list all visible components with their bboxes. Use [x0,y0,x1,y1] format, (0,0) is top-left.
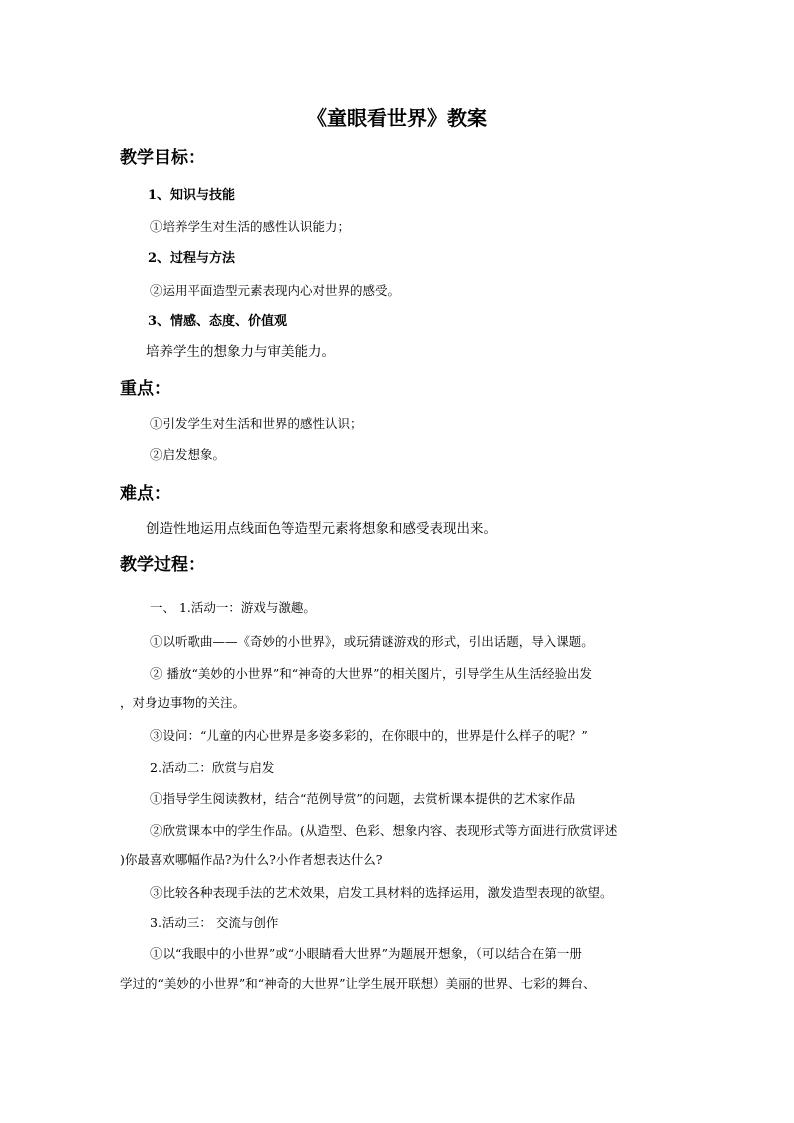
section-heading-key: 重点： [120,379,171,399]
activity-1-item-3: ③设问：“儿童的内心世界是多姿多彩的，在你眼中的，世界是什么样子的呢？” [150,728,588,743]
activity-1-item-2-line-2: ，对身边事物的关注。 [120,695,246,710]
activity-3-item-1-line-2: 学过的“美妙的小世界”和“神奇的大世界”让学生展开联想）美丽的世界、七彩的舞台、 [120,976,596,991]
activity-2-item-2-line-2: )你最喜欢哪幅作品?为什么?小作者想表达什么? [120,852,383,867]
activity-2-item-2-line-1: ②欣赏课本中的学生作品。(从造型、色彩、想象内容、表现形式等方面进行欣赏评述 [150,823,618,838]
subheading-knowledge: 1、知识与技能 [148,188,236,203]
activity-2-title: 2.活动二：欣赏与启发 [150,760,275,775]
goal-method-text: ②运用平面造型元素表现内心对世界的感受。 [150,283,401,298]
activity-1-item-2-line-1: ② 播放“美妙的小世界”和“神奇的大世界”的相关图片，引导学生从生活经验出发 [150,666,593,681]
section-heading-process: 教学过程： [120,555,205,575]
activity-1-title: 一、 1.活动一：游戏与激趣。 [150,600,316,615]
goal-emotion-text: 培养学生的想象力与审美能力。 [146,344,335,360]
activity-2-item-3: ③比较各种表现手法的艺术效果，启发工具材料的选择运用，激发造型表现的欲望。 [150,885,613,900]
section-heading-goals: 教学目标： [120,148,205,168]
activity-3-title: 3.活动三： 交流与创作 [150,915,279,930]
goal-knowledge-text: ①培养学生对生活的感性认识能力； [150,219,351,234]
section-heading-difficulty: 难点： [120,484,171,504]
activity-2-item-1: ①指导学生阅读教材，结合“范例导赏”的问题，去赏析课本提供的艺术家作品 [150,791,576,806]
difficulty-text: 创造性地运用点线面色等造型元素将想象和感受表现出来。 [146,521,497,537]
activity-1-item-1: ①以听歌曲——《奇妙的小世界》，或玩猜谜游戏的形式，引出话题，导入课题。 [150,634,594,649]
subheading-emotion: 3、情感、态度、价值观 [148,314,288,329]
subheading-method: 2、过程与方法 [148,251,236,266]
key-item-2: ②启发想象。 [150,447,226,462]
key-item-1: ①引发学生对生活和世界的感性认识； [150,416,363,431]
page-title: 《童眼看世界》教案 [307,106,487,130]
activity-3-item-1-line-1: ①以“我眼中的小世界”或“小眼睛看大世界”为题展开想象，（可以结合在第一册 [150,946,582,961]
